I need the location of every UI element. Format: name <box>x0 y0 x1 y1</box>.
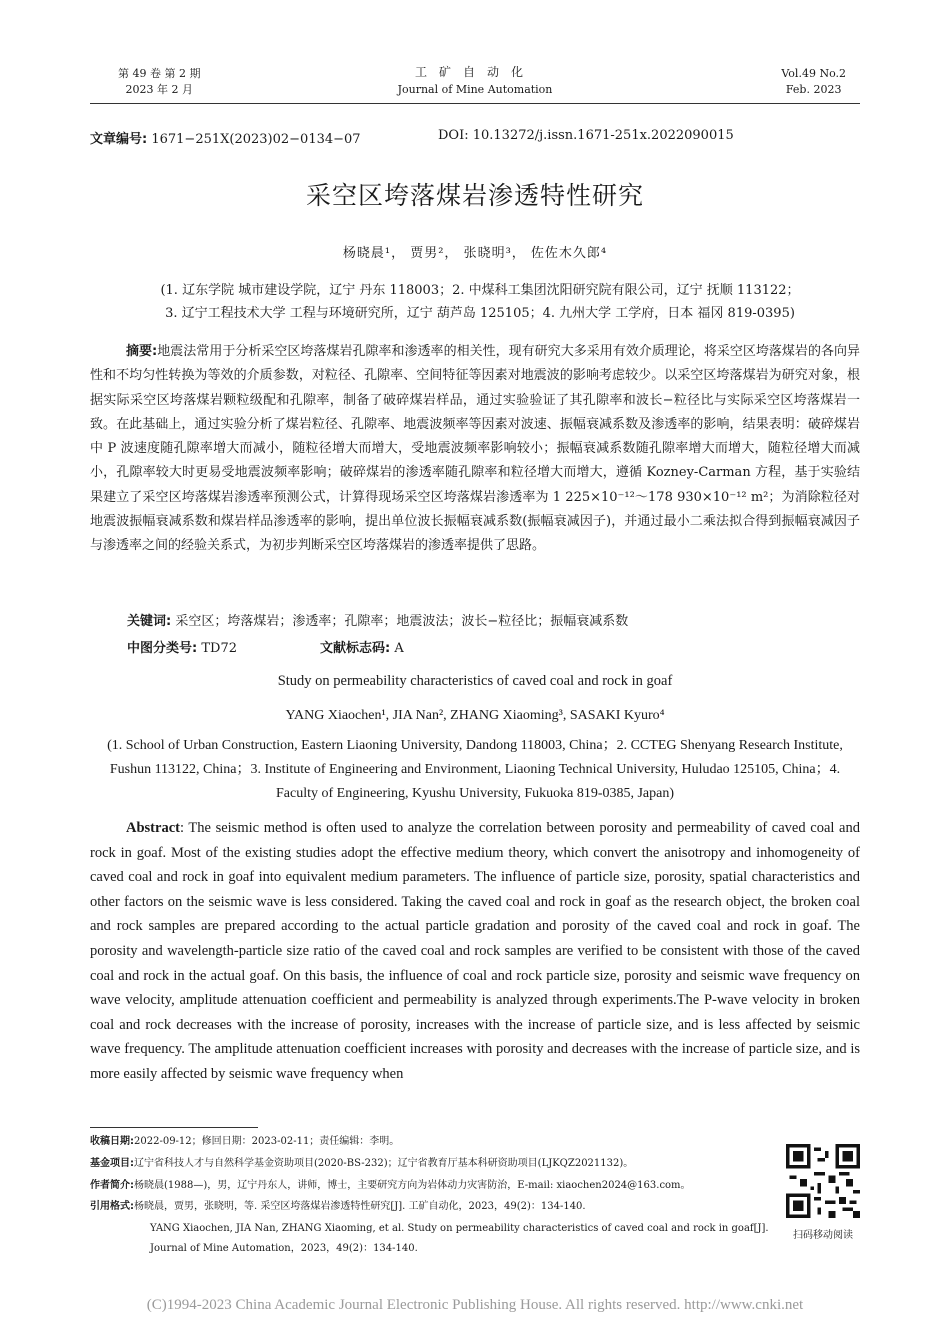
clc-number <box>127 637 237 656</box>
abstract-cn <box>90 340 860 559</box>
article-number-label: 文章编号: <box>90 132 148 147</box>
abstract-en <box>90 816 860 1087</box>
doi[interactable]: DOI: 10.13272/j.issn.1671-251x.2022090015 <box>438 128 734 143</box>
journal-cn: 工矿自动化 <box>414 65 535 79</box>
affiliation-line: 3. 辽宁工程技术大学 工程与环境研究所，辽宁 葫芦岛 125105；4. 九州大学 工学府，日本 福冈 819-0395) <box>165 306 795 321</box>
page-title: 采空区垮落煤岩渗透特性研究 <box>305 181 644 210</box>
document-code-label: 文献标志码: <box>320 641 391 656</box>
received-text: 2022-09-12；修回日期：2023-02-11；责任编辑：李明。 <box>134 1136 400 1147</box>
abstract-cn-label: 摘要: <box>126 344 158 359</box>
footnote-fund <box>90 1157 780 1171</box>
fund-text: 辽宁省科技人才与自然科学基金资助项目(2020-BS-232)；辽宁省教育厅基本科研资助项目(LJKQZ2021132)。 <box>134 1158 634 1169</box>
document-code <box>320 637 404 656</box>
keywords-label: 关键词: <box>127 614 172 629</box>
affiliations-cn <box>90 279 870 325</box>
header-center <box>375 63 575 99</box>
clc-value: TD72 <box>201 641 237 656</box>
cite-en-line-1: YANG Xiaochen, JIA Nan, ZHANG Xiaoming, et al. Study on permeability characteristics of caved coal and rock in goaf[J]. <box>150 1223 769 1234</box>
volume-cn: 第 49 卷 第 2 期 <box>118 67 201 80</box>
title-en: Study on permeability characteristics of caved coal and rock in goaf <box>277 673 673 689</box>
journal-en: Journal of Mine Automation <box>397 83 553 96</box>
qr-code[interactable] <box>786 1144 860 1218</box>
cite-cn: 杨晓晨，贾男，张晓明，等. 采空区垮落煤岩渗透特性研究[J]. 工矿自动化，2023，49(2)：134-140. <box>134 1201 586 1212</box>
footnote-received <box>90 1135 780 1149</box>
received-label: 收稿日期: <box>90 1136 134 1147</box>
footnote-author <box>90 1179 780 1193</box>
volume-en: Vol.49 No.2 <box>781 67 846 80</box>
header-rule <box>90 103 860 104</box>
cite-label: 引用格式: <box>90 1201 134 1212</box>
clc-label: 中图分类号: <box>127 641 198 656</box>
abstract-cn-text: 地震法常用于分析采空区垮落煤岩孔隙率和渗透率的相关性，现有研究大多采用有效介质理论，将采空区垮落煤岩的各向异性和不均匀性转换为等效的介质参数，对粒径、孔隙率、空间特征等因素对地震波的影响考虑较少。以采空区垮落煤岩为研究对象，根据实际采空区垮落煤岩颗粒级配和孔隙率，制备了破碎煤岩样品，通过实验验证了其孔隙率和波长−粒径比与实际采空区垮落煤岩一致。在此基础上，通过实验分析了煤岩粒径、孔隙率、地震波频率等因素对波速、振幅衰减系数及渗透率的影响，结果表明：破碎煤岩中 P 波速度随孔隙率增大而减小，随粒径增大而增大，受地震波频率影响较小；振幅衰减系数随孔隙率增大而增大，随粒径增大而减小，孔隙率较大时更易受地震波频率影响；破碎煤岩的渗透率随孔隙率和粒径增大而增大，遵循 Kozney-Carman 方程，基于实验结果建立了采空区垮落煤岩渗透率预测公式，计算得现场采空区垮落煤岩渗透率为 1 225×10⁻¹²～178 930×10⁻¹² m²；为消除粒径对地震波振幅衰减系数和煤岩样品渗透率的影响，提出单位波长振幅衰减系数(振幅衰减因子)，并通过最小二乘法拟合得到振幅衰减因子与渗透率之间的经验关系式，为初步判断采空区垮落煤岩的渗透率提供了思路。 <box>90 344 860 554</box>
document-code-value: A <box>394 641 404 656</box>
date-en: Feb. 2023 <box>785 83 842 96</box>
date-cn: 2023 年 2 月 <box>125 83 193 96</box>
authors-en: YANG Xiaochen¹, JIA Nan², ZHANG Xiaoming³, SASAKI Kyuro⁴ <box>285 708 665 723</box>
keywords-text: 采空区；垮落煤岩；渗透率；孔隙率；地震波法；波长−粒径比；振幅衰减系数 <box>175 614 629 629</box>
authors-cn: 杨晓晨¹， 贾男²， 张晓明³， 佐佐木久郎⁴ <box>342 246 608 261</box>
copyright-notice: (C)1994-2023 China Academic Journal Electronic Publishing House. All rights reserved. http://www.cnki.net <box>146 1297 804 1313</box>
affiliation-line: (1. 辽东学院 城市建设学院，辽宁 丹东 118003；2. 中煤科工集团沈阳研究院有限公司，辽宁 抚顺 113122； <box>160 283 800 298</box>
footnote-rule <box>90 1127 258 1128</box>
header-left <box>118 66 200 98</box>
affiliations-en: (1. School of Urban Construction, Eastern Liaoning University, Dandong 118003, China；2. CCTEG Shenyang Research Institute, Fushun 113122, China；3. Institute of Engineering and Environment, Liaoning Technical University, Huludao 125105, China；4. Faculty of Engineering, Kyushu University, Fukuoka 819-0385, Japan) <box>107 738 843 801</box>
author-text: 杨晓晨(1988—)，男，辽宁丹东人，讲师，博士，主要研究方向为岩体动力灾害防治，E-mail: xiaochen2024@163.com。 <box>134 1180 691 1191</box>
qr-caption: 扫码移动阅读 <box>793 1230 853 1241</box>
header-right <box>781 66 846 98</box>
fund-label: 基金项目: <box>90 1158 134 1169</box>
article-number <box>90 128 361 147</box>
author-label: 作者简介: <box>90 1180 134 1191</box>
abstract-en-label: Abstract <box>126 820 180 836</box>
keywords <box>127 610 628 629</box>
footnote-cite <box>90 1200 780 1214</box>
article-number-value: 1671−251X(2023)02−0134−07 <box>151 132 361 147</box>
abstract-en-text: : The seismic method is often used to analyze the correlation between porosity and permeability of caved coal and rock in goaf. Most of the existing studies adopt the effective medium theory, which convert the anisotropy and inhomogeneity of caved coal and rock in goaf into equivalent medium parameters. The influence of particle size, porosity, spatial characteristics and other factors on the seismic wave is less considered. Taking the caved coal and rock in goaf as the research object, the broken coal and rock samples are prepared according to the actual particle gradation and porosity of the caved coal and rock in goaf. The porosity and wavelength-particle size ratio of the caved coal and rock samples are verified to be consistent with those of the caved coal and rock in the actual goaf. On this basis, the influence of coal and rock particle size, porosity and seismic wave frequency on wave velocity, amplitude attenuation coefficient and permeability is analyzed through experiments.The P-wave velocity in broken coal and rock decreases with the increase of porosity, increases with the increase of particle size, and is less affected by seismic wave frequency. The amplitude attenuation coefficient increases with porosity and decreases with the increase of particle size, and is more easily affected by seismic wave frequency when <box>90 820 860 1082</box>
cite-en-line-2: Journal of Mine Automation，2023，49(2)：134-140. <box>150 1243 418 1254</box>
